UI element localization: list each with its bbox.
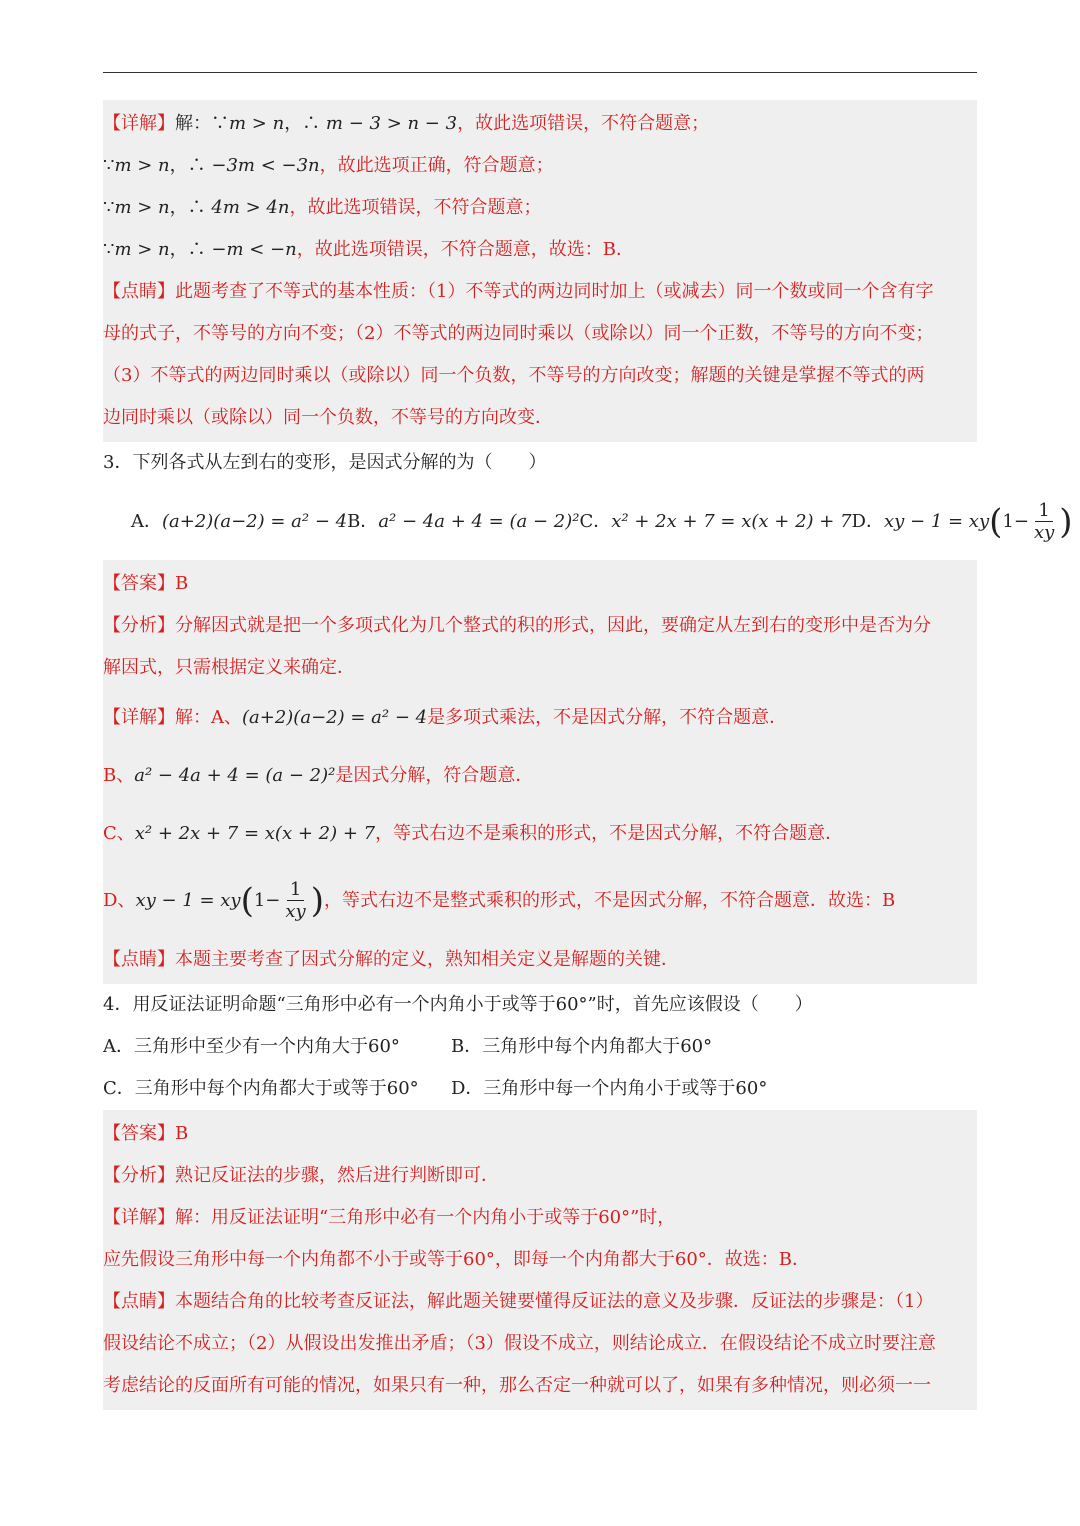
q3-answer: 【答案】B bbox=[103, 573, 189, 594]
q4-comment-line-1: 【点睛】本题结合角的比较考查反证法，解此题关键要懂得反证法的意义及步骤．反证法的步骤是：（1） bbox=[103, 1291, 934, 1312]
fraction: $\frac{1}{xy}$ bbox=[285, 878, 306, 922]
q3-detail-d: D、 xy − 1 = xy(1− $\frac{1}{xy}$ ) ，等式右边不是整式乘积的形式，不是因式分解，不符合题意．故选：B bbox=[103, 878, 896, 922]
q4-answer: 【答案】B bbox=[103, 1123, 189, 1144]
q3-analysis-line-2: 解因式，只需根据定义来确定． bbox=[103, 657, 355, 678]
q3-option-a-expr: (a+2)(a−2) = a² − 4 bbox=[162, 511, 348, 532]
q2-detail-line-4: ∵m > n，∴ −m < −n，故此选项错误，不符合题意，故选：B． bbox=[103, 239, 634, 260]
q4-analysis: 【分析】熟记反证法的步骤，然后进行判断即可． bbox=[103, 1165, 499, 1186]
q2-comment-line-4: 边同时乘以（或除以）同一个负数，不等号的方向改变． bbox=[103, 407, 553, 428]
q3-detail-c: C、 x² + 2x + 7 = x(x + 2) + 7 ，等式右边不是乘积的形式，不是因式分解，不符合题意． bbox=[103, 823, 844, 844]
q4-solution-block bbox=[103, 1110, 977, 1410]
header-rule bbox=[103, 72, 977, 73]
q4-comment-line-3: 考虑结论的反面所有可能的情况，如果只有一种，那么否定一种就可以了，如果有多种情况，则必须一一 bbox=[103, 1375, 931, 1396]
q2-comment-line-1: 【点睛】此题考查了不等式的基本性质：（1）不等式的两边同时加上（或减去）同一个数或同一个含有字 bbox=[103, 281, 934, 302]
q4-option-b: B．三角形中每个内角都大于60° bbox=[451, 1036, 713, 1057]
q4-detail-line-2: 应先假设三角形中每一个内角都不小于或等于60°，即每一个内角都大于60°．故选：B． bbox=[103, 1249, 811, 1270]
q4-question bbox=[103, 984, 977, 1110]
q2-comment-line-3: （3）不等式的两边同时乘以（或除以）同一个负数，不等号的方向改变；解题的关键是掌握不等式的两 bbox=[103, 365, 925, 386]
q3-options: A． (a+2)(a−2) = a² − 4 B． a² − 4a + 4 = (a − 2)² C． x² + 2x + 7 = x(x + 2) + 7 D． xy − 1 = xy(1− $\frac{1}{xy}$ ) bbox=[103, 484, 977, 560]
q2-solution-block bbox=[103, 100, 977, 442]
detail-tag: 【详解】 bbox=[103, 113, 175, 134]
q4-stem: 4．用反证法证明命题“三角形中必有一个内角小于或等于60°”时，首先应该假设（ ） bbox=[103, 994, 813, 1015]
comment-tag: 【点睛】 bbox=[103, 281, 175, 302]
q4-detail-line-1: 【详解】解：用反证法证明“三角形中必有一个内角小于或等于60°”时， bbox=[103, 1207, 676, 1228]
q4-option-d: D．三角形中每一个内角小于或等于60° bbox=[451, 1078, 768, 1099]
q3-detail-b: B、 a² − 4a + 4 = (a − 2)² 是因式分解，符合题意． bbox=[103, 765, 534, 786]
q2-detail-line-1: 【详解】解：∵m > n，∴ m − 3 > n − 3，故此选项错误，不符合题意； bbox=[103, 113, 710, 134]
document-page bbox=[103, 100, 1073, 1410]
q4-comment-line-2: 假设结论不成立；（2）从假设出发推出矛盾；（3）假设不成立，则结论成立．在假设结论不成立时要注意 bbox=[103, 1333, 936, 1354]
q3-analysis-line-1: 【分析】分解因式就是把一个多项式化为几个整式的积的形式，因此，要确定从左到右的变形中是否为分 bbox=[103, 615, 931, 636]
q3-option-d-expr: xy − 1 = xy(1− $\frac{1}{xy}$ ) bbox=[883, 499, 1073, 543]
q2-detail-line-2: ∵m > n，∴ −3m < −3n，故此选项正确，符合题意； bbox=[103, 155, 554, 176]
q3-comment: 【点睛】本题主要考查了因式分解的定义，熟知相关定义是解题的关键． bbox=[103, 949, 679, 970]
q3-option-b-expr: a² − 4a + 4 = (a − 2)² bbox=[378, 511, 580, 532]
q3-detail-a: 【详解】 解：A、 (a+2)(a−2) = a² − 4 是多项式乘法，不是因式分解，不符合题意． bbox=[103, 707, 788, 728]
q2-detail-line-3: ∵m > n，∴ 4m > 4n，故此选项错误，不符合题意； bbox=[103, 197, 542, 218]
q4-options-row-2 bbox=[103, 1068, 977, 1110]
q3-solution-block bbox=[103, 560, 977, 984]
fraction: $\frac{1}{xy}$ bbox=[1033, 499, 1055, 543]
q3-question bbox=[103, 442, 1073, 560]
q2-comment-line-2: 母的式子，不等号的方向不变；（2）不等式的两边同时乘以（或除以）同一个正数，不等号的方向不变； bbox=[103, 323, 934, 344]
q3-option-c-expr: x² + 2x + 7 = x(x + 2) + 7 bbox=[611, 511, 852, 532]
q4-option-a: A．三角形中至少有一个内角大于60° bbox=[103, 1036, 400, 1057]
q4-options-row-1 bbox=[103, 1026, 977, 1068]
q3-stem: 3．下列各式从左到右的变形，是因式分解的为（ ） bbox=[103, 452, 547, 473]
q4-option-c: C．三角形中每个内角都大于或等于60° bbox=[103, 1078, 419, 1099]
